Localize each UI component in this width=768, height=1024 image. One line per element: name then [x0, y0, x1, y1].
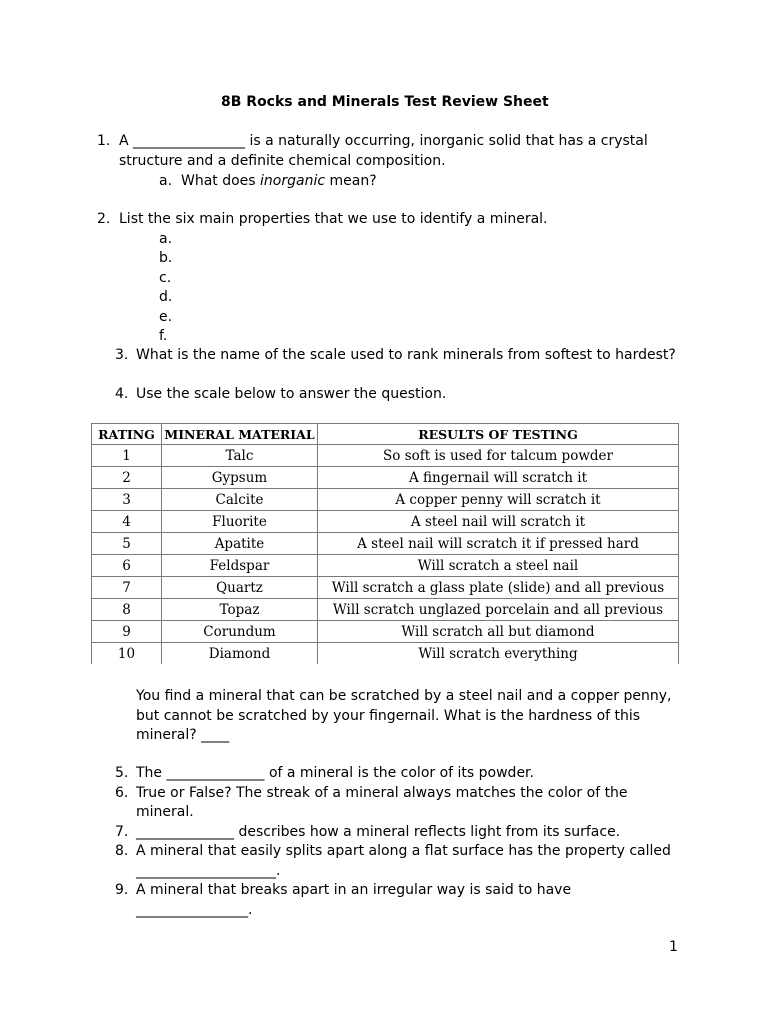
- result-cell: A steel nail will scratch it: [318, 511, 679, 533]
- mineral-cell: Topaz: [162, 599, 318, 621]
- q3-text: What is the name of the scale used to rank minerals from softest to hardest?: [136, 347, 676, 363]
- mineral-cell: Feldspar: [162, 555, 318, 577]
- rating-cell: 1: [92, 445, 162, 467]
- mineral-cell: Gypsum: [162, 467, 318, 489]
- mineral-cell: Fluorite: [162, 511, 318, 533]
- rating-cell: 3: [92, 489, 162, 511]
- q6-text-line2: mineral.: [136, 804, 194, 820]
- hardness-scale-table: [91, 423, 679, 664]
- q2-item-a: a.: [159, 231, 173, 247]
- header-mineral-material: MINERAL MATERIAL: [162, 424, 318, 445]
- result-cell: A steel nail will scratch it if pressed hard: [318, 533, 679, 555]
- q7-number: 7.: [115, 824, 129, 840]
- table-row: [92, 643, 679, 665]
- page-number: 1: [669, 939, 678, 955]
- q2-item-b: b.: [159, 250, 173, 266]
- q2-number: 2.: [97, 211, 111, 227]
- table-row: [92, 599, 679, 621]
- result-cell: Will scratch all but diamond: [318, 621, 679, 643]
- q4-followup-line3: mineral? ____: [136, 727, 230, 743]
- q9-text-line1: A mineral that breaks apart in an irregular way is said to have: [136, 882, 572, 898]
- rating-cell: 6: [92, 555, 162, 577]
- mineral-cell: Corundum: [162, 621, 318, 643]
- q4-text: Use the scale below to answer the question.: [136, 386, 447, 402]
- mineral-cell: Talc: [162, 445, 318, 467]
- rating-cell: 4: [92, 511, 162, 533]
- table-row: [92, 533, 679, 555]
- q1-number: 1.: [97, 133, 111, 149]
- table-row: [92, 467, 679, 489]
- rating-cell: 10: [92, 643, 162, 665]
- q2-item-f: f.: [159, 328, 168, 344]
- q1a-marker: a.: [159, 173, 173, 189]
- q9-text-line2: ________________.: [136, 902, 253, 918]
- q3-number: 3.: [115, 347, 129, 363]
- q5-number: 5.: [115, 765, 129, 781]
- q1a-text-italic: inorganic: [260, 173, 326, 189]
- q1a-text: [181, 171, 377, 191]
- table-row: [92, 489, 679, 511]
- q4-followup-line2: but cannot be scratched by your fingernail. What is the hardness of this: [136, 708, 641, 724]
- header-rating: RATING: [92, 424, 162, 445]
- table-row: [92, 621, 679, 643]
- table-row: [92, 511, 679, 533]
- mineral-cell: Apatite: [162, 533, 318, 555]
- header-results-of-testing: RESULTS OF TESTING: [318, 424, 679, 445]
- q6-number: 6.: [115, 785, 129, 801]
- rating-cell: 7: [92, 577, 162, 599]
- rating-cell: 2: [92, 467, 162, 489]
- rating-cell: 8: [92, 599, 162, 621]
- result-cell: Will scratch unglazed porcelain and all previous: [318, 599, 679, 621]
- result-cell: A fingernail will scratch it: [318, 467, 679, 489]
- q2-item-c: c.: [159, 270, 172, 286]
- table-header-row: [92, 424, 679, 445]
- table-row: [92, 445, 679, 467]
- q2-text: List the six main properties that we use to identify a mineral.: [119, 211, 548, 227]
- q4-number: 4.: [115, 386, 129, 402]
- q8-number: 8.: [115, 843, 129, 859]
- mineral-cell: Quartz: [162, 577, 318, 599]
- result-cell: A copper penny will scratch it: [318, 489, 679, 511]
- q4-followup-line1: You find a mineral that can be scratched by a steel nail and a copper penny,: [136, 688, 672, 704]
- result-cell: Will scratch a steel nail: [318, 555, 679, 577]
- q6-text-line1: True or False? The streak of a mineral always matches the color of the: [136, 785, 628, 801]
- table-row: [92, 577, 679, 599]
- q7-text: ______________ describes how a mineral reflects light from its surface.: [136, 824, 621, 840]
- q1-text-line2: structure and a definite chemical composition.: [119, 153, 446, 169]
- result-cell: Will scratch a glass plate (slide) and all previous: [318, 577, 679, 599]
- q9-number: 9.: [115, 882, 129, 898]
- q2-item-e: e.: [159, 309, 173, 325]
- mineral-cell: Calcite: [162, 489, 318, 511]
- rating-cell: 5: [92, 533, 162, 555]
- table-row: [92, 555, 679, 577]
- q1a-text-pre: What does: [181, 173, 261, 189]
- mineral-cell: Diamond: [162, 643, 318, 665]
- q2-item-d: d.: [159, 289, 173, 305]
- q1a-text-post: mean?: [325, 173, 377, 189]
- rating-cell: 9: [92, 621, 162, 643]
- q8-text-line2: ____________________.: [136, 863, 281, 879]
- result-cell: So soft is used for talcum powder: [318, 445, 679, 467]
- result-cell: Will scratch everything: [318, 643, 679, 665]
- q5-text: The ______________ of a mineral is the color of its powder.: [136, 765, 534, 781]
- q1-text-line1: A ________________ is a naturally occurring, inorganic solid that has a crystal: [119, 133, 648, 149]
- q8-text-line1: A mineral that easily splits apart along a flat surface has the property called: [136, 843, 671, 859]
- page-title: 8B Rocks and Minerals Test Review Sheet: [221, 94, 549, 110]
